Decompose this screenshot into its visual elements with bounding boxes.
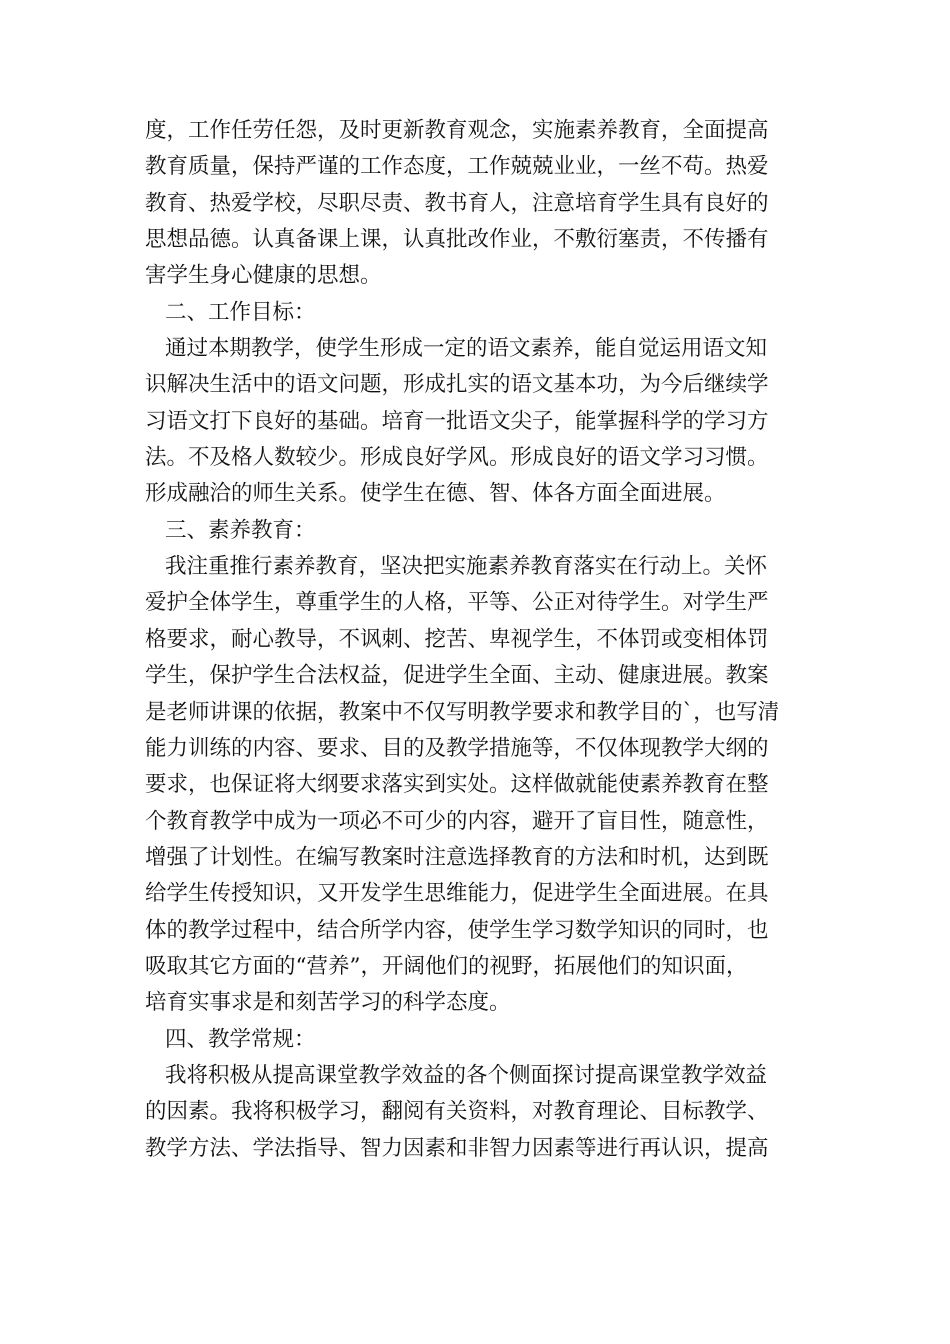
text-line: 法。不及格人数较少。形成良好学风。形成良好的语文学习习惯。 xyxy=(145,445,769,471)
text-line: 能力训练的内容、要求、目的及教学措施等，不仅体现教学大纲的 xyxy=(145,735,769,761)
text-line: 教学方法、学法指导、智力因素和非智力因素等进行再认识，提高 xyxy=(145,1135,769,1161)
text-line: 教育质量，保持严谨的工作态度，工作兢兢业业，一丝不苟。热爱 xyxy=(145,154,769,180)
text-line: 吸取其它方面的“营养”，开阔他们的视野，拓展他们的知识面， xyxy=(145,953,748,979)
section-heading: 三、素养教育： xyxy=(165,517,316,543)
text-line: 识解决生活中的语文问题，形成扎实的语文基本功，为今后继续学 xyxy=(145,372,769,398)
text-line: 增强了计划性。在编写教案时注意选择教育的方法和时机，达到既 xyxy=(145,844,769,870)
text-line: 形成融洽的师生关系。使学生在德、智、体各方面全面进展。 xyxy=(145,481,726,507)
section-heading: 四、教学常规： xyxy=(165,1026,316,1052)
text-line: 体的教学过程中，结合所学内容，使学生学习数学知识的同时，也 xyxy=(145,917,769,943)
document-body xyxy=(145,113,807,1167)
text-line: 的因素。我将积极学习，翻阅有关资料，对教育理论、目标教学、 xyxy=(145,1099,769,1125)
text-line: 爱护全体学生，尊重学生的人格，平等、公正对待学生。对学生严 xyxy=(145,590,769,616)
text-line: 习语文打下良好的基础。培育一批语文尖子，能掌握科学的学习方 xyxy=(145,408,769,434)
text-line: 是老师讲课的依据，教案中不仅写明教学要求和教学目的`，也写清 xyxy=(145,699,780,725)
text-line: 要求，也保证将大纲要求落实到实处。这样做就能使素养教育在整 xyxy=(145,772,769,798)
text-line: 我将积极从提高课堂教学效益的各个侧面探讨提高课堂教学效益 xyxy=(165,1062,768,1088)
text-line: 给学生传授知识，又开发学生思维能力，促进学生全面进展。在具 xyxy=(145,881,769,907)
text-line: 害学生身心健康的思想。 xyxy=(145,263,382,289)
text-line: 格要求，耐心教导，不讽刺、挖苦、卑视学生，不体罚或变相体罚 xyxy=(145,626,769,652)
section-heading: 二、工作目标： xyxy=(165,299,316,325)
text-line: 教育、热爱学校，尽职尽责、教书育人，注意培育学生具有良好的 xyxy=(145,190,769,216)
text-line: 通过本期教学，使学生形成一定的语文素养，能自觉运用语文知 xyxy=(165,336,768,362)
text-line: 培育实事求是和刻苦学习的科学态度。 xyxy=(145,990,511,1016)
text-line: 学生，保护学生合法权益，促进学生全面、主动、健康进展。教案 xyxy=(145,663,769,689)
text-line: 度，工作任劳任怨，及时更新教育观念，实施素养教育，全面提高 xyxy=(145,118,769,143)
text-line: 我注重推行素养教育，坚决把实施素养教育落实在行动上。关怀 xyxy=(165,554,768,580)
text-line: 思想品德。认真备课上课，认真批改作业，不敷衍塞责，不传播有 xyxy=(145,227,769,253)
text-line: 个教育教学中成为一项必不可少的内容，避开了盲目性，随意性， xyxy=(145,808,769,834)
